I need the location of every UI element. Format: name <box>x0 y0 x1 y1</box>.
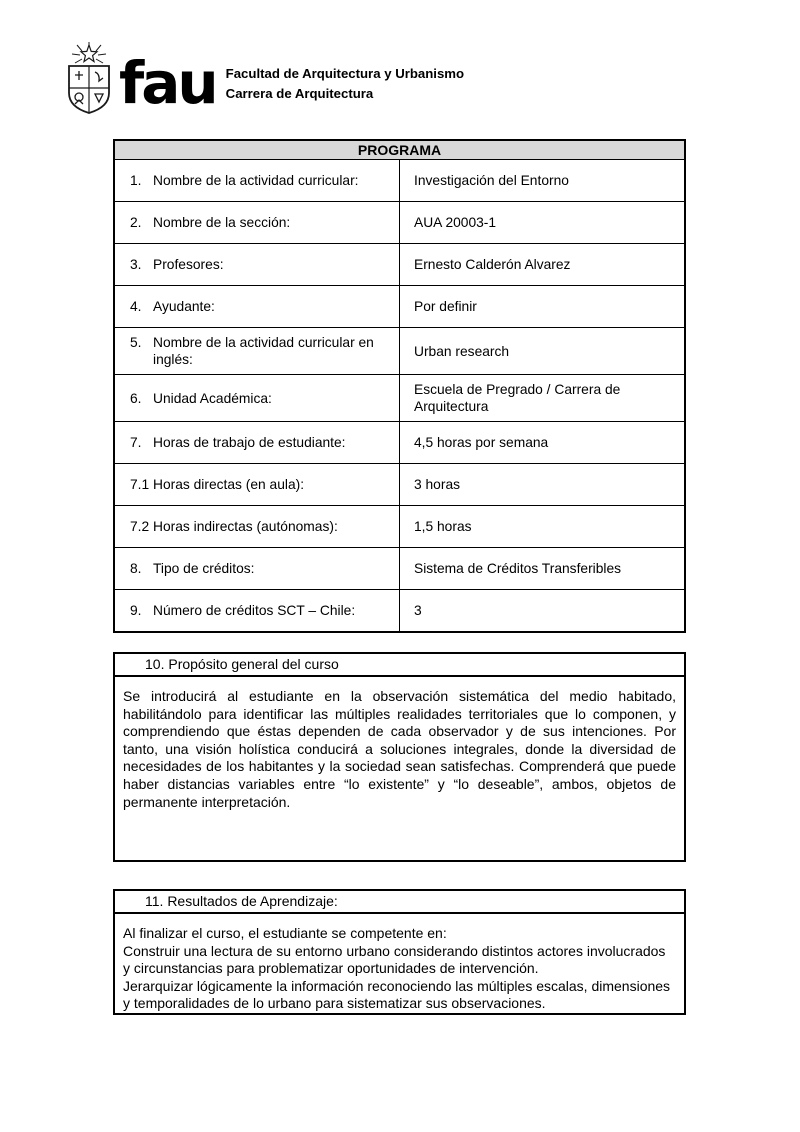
row-label: Número de créditos SCT – Chile: <box>153 603 356 618</box>
row-label: Horas de trabajo de estudiante: <box>153 435 346 450</box>
row-value-cell <box>400 464 686 506</box>
row-number: 9. <box>130 603 142 618</box>
learning-result-line: Construir una lectura de su entorno urbano considerando distintos actores involucrados y circunstancias para problematizar oportunidades de intervención. <box>123 942 666 977</box>
table-row <box>114 160 685 202</box>
faculty-line: Facultad de Arquitectura y Urbanismo <box>225 66 465 81</box>
row-value-cell <box>400 244 686 286</box>
row-number: 8. <box>130 561 142 576</box>
row-label-cell <box>114 548 400 590</box>
row-label: Profesores: <box>153 257 224 272</box>
letterhead <box>62 42 464 116</box>
row-label-cell <box>114 202 400 244</box>
row-label: Ayudante: <box>153 299 215 314</box>
row-label-cell <box>114 244 400 286</box>
section-11-heading: 11. Resultados de Aprendizaje: <box>115 891 684 914</box>
table-row <box>114 464 685 506</box>
row-label: Nombre de la actividad curricular en inglés: <box>153 335 374 367</box>
row-label: Tipo de créditos: <box>153 561 255 576</box>
row-value-cell <box>400 160 686 202</box>
row-number: 5. <box>130 335 142 350</box>
row-value: Sistema de Créditos Transferibles <box>414 561 622 576</box>
row-value: 1,5 horas <box>414 519 472 534</box>
section-11-body <box>115 914 684 1013</box>
row-value-cell <box>400 328 686 375</box>
section-10-heading: 10. Propósito general del curso <box>115 654 684 677</box>
row-number: 2. <box>130 215 142 230</box>
table-row <box>114 202 685 244</box>
table-row <box>114 286 685 328</box>
learning-result-line: Al finalizar el curso, el estudiante se competente en: <box>123 925 447 941</box>
row-value-cell <box>400 590 686 633</box>
row-label: Horas directas (en aula): <box>153 477 305 492</box>
row-value: Por definir <box>414 299 477 314</box>
row-label-cell <box>114 464 400 506</box>
career-line: Carrera de Arquitectura <box>225 86 374 101</box>
program-table-title: PROGRAMA <box>114 140 685 160</box>
table-row <box>114 328 685 375</box>
university-crest-icon <box>62 42 116 116</box>
row-value: Urban research <box>414 343 510 359</box>
row-number: 7.1 <box>130 477 150 492</box>
row-label-cell <box>114 328 400 375</box>
row-label: Horas indirectas (autónomas): <box>153 519 338 534</box>
table-row <box>114 422 685 464</box>
row-value: Escuela de Pregrado / Carrera de Arquitectura <box>414 382 621 414</box>
row-label-cell <box>114 590 400 633</box>
row-number: 6. <box>130 390 142 406</box>
row-value: AUA 20003-1 <box>414 215 497 230</box>
row-value-cell <box>400 286 686 328</box>
section-10-body: Se introducirá al estudiante en la observación sistemática del medio habitado, habilitándolo para identificar las múltiples realidades territoriales que lo componen, y comprendiendo que éstas dependen de cada observador y de sus intenciones. Por tanto, una visión holística conducirá a soluciones integrales, donde la diversidad de necesidades de los habitantes y la sociedad sean satisfechas. Comprenderá que puede haber distancias variables entre “lo existente” y “lo deseable”, ambos, objetos de permanente interpretación. <box>123 688 676 810</box>
row-value: 3 <box>414 603 422 618</box>
table-row <box>114 244 685 286</box>
row-number: 1. <box>130 173 142 188</box>
section-proposito-general <box>113 652 686 862</box>
section-resultados-aprendizaje <box>113 889 686 1015</box>
table-row <box>114 590 685 633</box>
table-row <box>114 548 685 590</box>
row-value: 3 horas <box>414 477 461 492</box>
row-label-cell <box>114 375 400 422</box>
row-value-cell <box>400 422 686 464</box>
row-value-cell <box>400 506 686 548</box>
row-number: 7. <box>130 435 142 450</box>
row-label: Nombre de la actividad curricular: <box>153 173 359 188</box>
table-row <box>114 506 685 548</box>
row-number: 3. <box>130 257 142 272</box>
row-label: Unidad Académica: <box>153 390 272 406</box>
row-value-cell <box>400 202 686 244</box>
row-value-cell <box>400 548 686 590</box>
row-label: Nombre de la sección: <box>153 215 291 230</box>
fau-logo: fau <box>119 49 216 117</box>
table-row <box>114 375 685 422</box>
row-label-cell <box>114 160 400 202</box>
faculty-title-block <box>226 64 464 104</box>
row-label-cell <box>114 286 400 328</box>
row-number: 7.2 <box>130 519 150 534</box>
row-value: Investigación del Entorno <box>414 173 569 188</box>
row-number: 4. <box>130 299 142 314</box>
learning-result-line: Jerarquizar lógicamente la información reconociendo las múltiples escalas, dimensiones y temporalidades de lo urbano para sistematizar sus observaciones. <box>123 977 671 1012</box>
row-value: Ernesto Calderón Alvarez <box>414 257 571 272</box>
row-label-cell <box>114 506 400 548</box>
row-value-cell <box>400 375 686 422</box>
row-label-cell <box>114 422 400 464</box>
program-table <box>113 139 686 633</box>
row-value: 4,5 horas por semana <box>414 435 549 450</box>
